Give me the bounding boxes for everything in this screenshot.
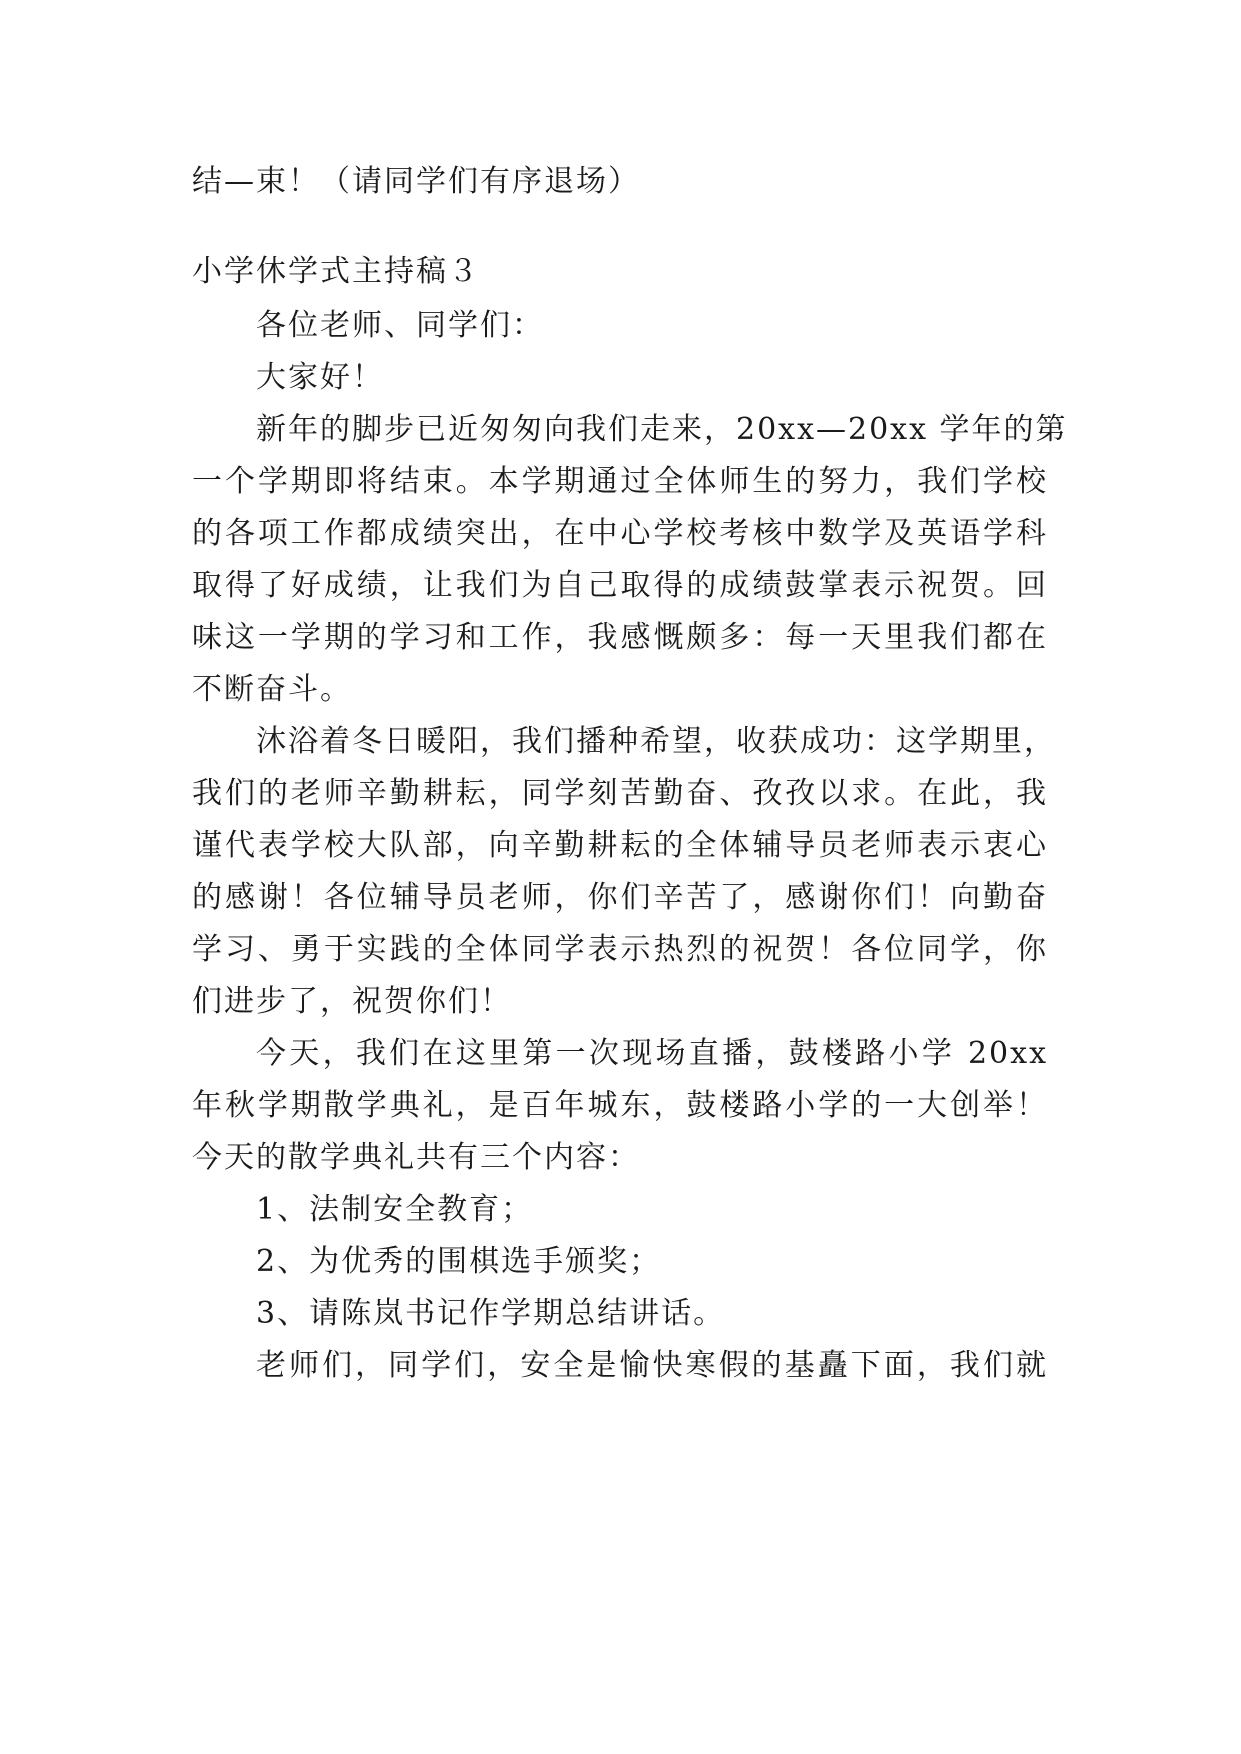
closing-line: 结—束！（请同学们有序退场） (192, 164, 640, 199)
paragraph2-line-1: 沐浴着冬日暖阳，我们播种希望，收获成功：这学期里， (256, 724, 1056, 759)
paragraph1-line-6: 不断奋斗。 (192, 672, 352, 707)
paragraph3-line-3: 今天的散学典礼共有三个内容： (192, 1140, 640, 1175)
agenda-item-3: 3、请陈岚书记作学期总结讲话。 (256, 1296, 726, 1331)
agenda-item-2: 2、为优秀的围棋选手颁奖； (256, 1244, 662, 1279)
paragraph1-line-1: 新年的脚步已近匆匆向我们走来，20xx—20xx 学年的第 (256, 412, 1068, 447)
paragraph2-line-6: 们进步了，祝贺你们！ (192, 984, 512, 1019)
paragraph2-line-5: 学习、勇于实践的全体同学表示热烈的祝贺！各位同学，你 (192, 932, 1048, 967)
last-line: 老师们，同学们，安全是愉快寒假的基矗下面，我们就 (256, 1348, 1048, 1383)
paragraph2-line-4: 的感谢！各位辅导员老师，你们辛苦了，感谢你们！向勤奋 (192, 880, 1048, 915)
paragraph1-line-2: 一个学期即将结束。本学期通过全体师生的努力，我们学校 (192, 464, 1048, 499)
paragraph1-line-3: 的各项工作都成绩突出，在中心学校考核中数学及英语学科 (192, 516, 1048, 551)
paragraph3-line-2: 年秋学期散学典礼，是百年城东，鼓楼路小学的一大创举！ (192, 1088, 1048, 1123)
paragraph2-line-3: 谨代表学校大队部，向辛勤耕耘的全体辅导员老师表示衷心 (192, 828, 1048, 863)
agenda-item-1: 1、法制安全教育； (256, 1192, 534, 1227)
section-title: 小学休学式主持稿３ (192, 254, 480, 289)
greeting-line: 各位老师、同学们： (256, 308, 544, 343)
paragraph1-line-4: 取得了好成绩，让我们为自己取得的成绩鼓掌表示祝贺。回 (192, 568, 1048, 603)
paragraph1-line-5: 味这一学期的学习和工作，我感慨颇多：每一天里我们都在 (192, 620, 1048, 655)
paragraph2-line-2: 我们的老师辛勤耕耘，同学刻苦勤奋、孜孜以求。在此，我 (192, 776, 1048, 811)
paragraph3-line-1: 今天，我们在这里第一次现场直播，鼓楼路小学 20xx (256, 1036, 1048, 1071)
hello-line: 大家好！ (256, 360, 384, 395)
